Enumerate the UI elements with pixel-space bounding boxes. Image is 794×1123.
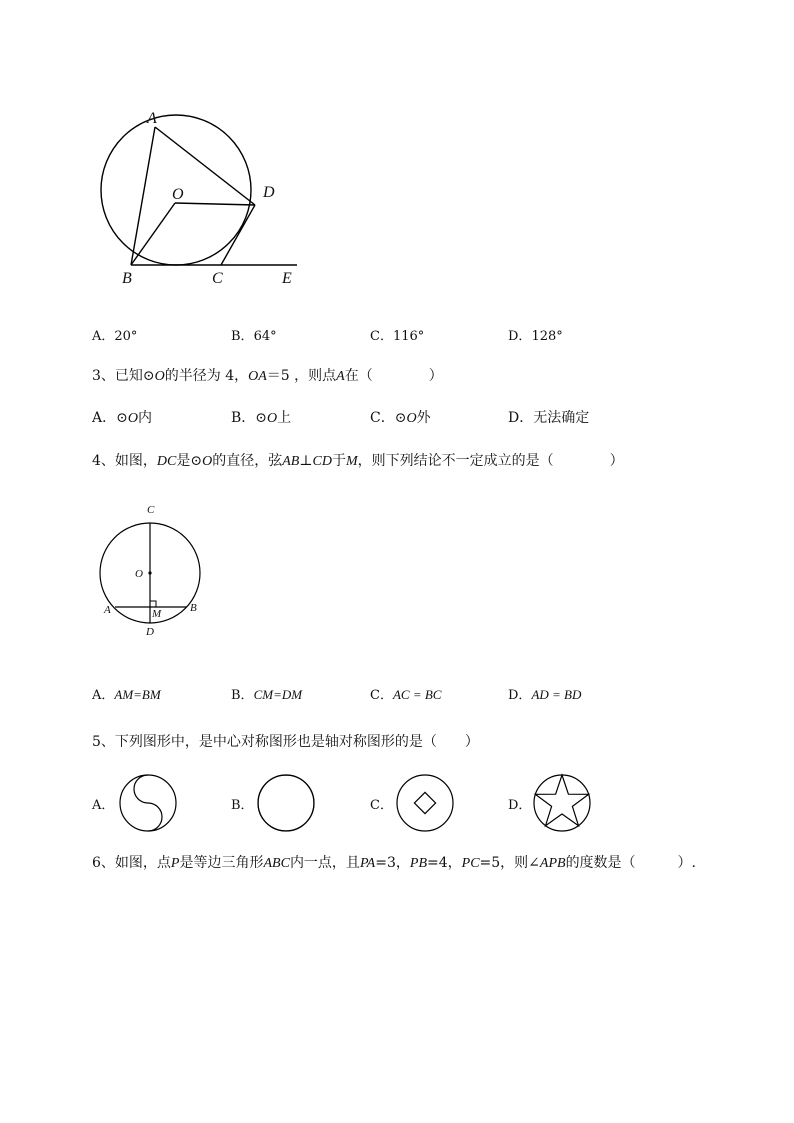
option-letter: B．: [231, 329, 254, 344]
q6-text-4: =3，: [375, 855, 410, 871]
option-text: 20°: [114, 329, 138, 344]
q6-text-3: 内一点，且: [289, 855, 360, 871]
q4-option-c[interactable]: [370, 684, 441, 703]
q4-var-cd: CD: [312, 454, 332, 469]
option-letter: A．: [92, 688, 115, 703]
label-d: D: [263, 184, 275, 201]
option-text-arc: AC = BC: [392, 687, 442, 702]
option-letter: A．: [92, 329, 115, 344]
right-angle-mark: [150, 601, 156, 607]
q3-option-d[interactable]: [508, 407, 589, 427]
q6-var-pb: PB: [409, 856, 427, 871]
q6-text-6: =5，则∠: [479, 855, 540, 871]
q6-var-abc: ABC: [263, 856, 290, 871]
q4-text-1: 4、如图，: [92, 453, 157, 469]
q4-text-4: ⊥: [299, 453, 313, 469]
var-o: O: [267, 411, 278, 426]
q6-text-1: 6、如图，点: [92, 855, 171, 871]
option-letter: C．: [370, 329, 393, 344]
q3-text-1: 3、已知⊙: [92, 368, 155, 384]
option-text: 64°: [253, 329, 277, 344]
segment-ad: [155, 127, 255, 205]
q6-var-apb: APB: [539, 856, 566, 871]
segment-ob: [131, 203, 175, 265]
circle-symbol: ⊙: [255, 410, 268, 426]
q5-option-b-letter[interactable]: B．: [231, 798, 254, 813]
option-letter: C．: [370, 688, 393, 703]
option-text: 上: [277, 410, 292, 426]
q3-var-o: O: [154, 369, 165, 384]
label-b: B: [122, 270, 132, 287]
option-text: AM=BM: [114, 687, 161, 702]
question-3: [92, 365, 443, 385]
label-c: C: [212, 270, 223, 287]
q3-option-a[interactable]: [92, 407, 152, 427]
q3-text-2: 的半径为 4，: [164, 368, 249, 384]
label-o: O: [135, 568, 143, 580]
label-d: D: [146, 626, 154, 638]
label-c: C: [147, 504, 155, 516]
question-6: [92, 852, 696, 872]
option-text: 内: [137, 410, 152, 426]
q2-option-c[interactable]: [370, 325, 424, 344]
segment-dc: [221, 205, 255, 265]
option-text-arc: AD = BD: [531, 687, 582, 702]
q5-option-c-letter[interactable]: C．: [370, 798, 393, 813]
q5-option-a-letter[interactable]: A．: [92, 798, 115, 813]
question-5: [92, 731, 479, 751]
option-letter: D．: [508, 688, 532, 703]
label-a: A: [147, 110, 157, 127]
q3-text-3: ＝5 ，则点: [266, 368, 337, 384]
q4-option-b[interactable]: [231, 684, 302, 703]
q5-option-d-letter[interactable]: D．: [508, 798, 532, 813]
q4-option-a[interactable]: [92, 684, 161, 703]
q4-var-dc: DC: [156, 454, 177, 469]
q5-text: 5、下列图形中，是中心对称图形也是轴对称图形的是（ ）: [92, 734, 479, 750]
option-text: 外: [416, 410, 431, 426]
q4-var-o: O: [202, 454, 213, 469]
q4-option-d[interactable]: [508, 684, 581, 703]
var-o: O: [406, 411, 417, 426]
q6-text-5: =4，: [427, 855, 462, 871]
q4-var-m: M: [345, 454, 358, 469]
label-a: A: [104, 604, 111, 616]
circle-symbol: ⊙: [116, 410, 128, 426]
q4-text-3: 的直径，弦: [212, 453, 283, 469]
q4-var-ab: AB: [282, 454, 300, 469]
option-text: 128°: [531, 329, 563, 344]
segment-ab: [131, 127, 155, 265]
q4-text-2: 是⊙: [176, 453, 203, 469]
q3-option-c[interactable]: [370, 407, 431, 427]
option-text: CM=DM: [253, 687, 303, 702]
figure-circle-diameter: [95, 498, 215, 643]
q2-option-a[interactable]: [92, 325, 137, 344]
q3-var-a: A: [336, 369, 345, 384]
option-letter: C．: [370, 410, 395, 426]
segment-od: [175, 203, 255, 205]
option-letter: D．: [508, 410, 534, 426]
figure-circle-abcd: [95, 105, 310, 290]
q4-text-6: ，则下列结论不一定成立的是（ ）: [357, 453, 624, 469]
q2-option-b[interactable]: [231, 325, 277, 344]
q3-var-oa: OA: [248, 369, 267, 384]
q5-option-a-figure[interactable]: [118, 773, 178, 833]
option-text: 无法确定: [533, 410, 590, 426]
option-text: 116°: [392, 329, 425, 344]
label-e: E: [282, 270, 292, 287]
q5-option-d-figure[interactable]: [532, 773, 592, 833]
question-4: [92, 450, 624, 470]
q5-option-b-figure[interactable]: [256, 773, 316, 833]
q6-var-p: P: [170, 856, 180, 871]
q6-text-2: 是等边三角形: [179, 855, 264, 871]
q6-text-7: 的度数是（ ）.: [565, 855, 697, 871]
q3-text-4: 在（ ）: [344, 368, 443, 384]
q4-text-5: 于: [331, 453, 346, 469]
q6-var-pc: PC: [461, 856, 480, 871]
label-b: B: [190, 602, 197, 614]
q5-option-c-figure[interactable]: [395, 773, 455, 833]
q2-option-d[interactable]: [508, 325, 563, 344]
option-letter: A．: [92, 410, 117, 426]
circle-symbol: ⊙: [394, 410, 407, 426]
option-letter: D．: [508, 329, 532, 344]
var-o: O: [127, 411, 138, 426]
label-o: O: [172, 186, 184, 203]
q6-var-pa: PA: [359, 856, 376, 871]
center-dot: [148, 571, 151, 574]
q3-option-b[interactable]: [231, 407, 291, 427]
option-letter: B．: [231, 410, 256, 426]
option-letter: B．: [231, 688, 254, 703]
label-m: M: [152, 608, 162, 620]
